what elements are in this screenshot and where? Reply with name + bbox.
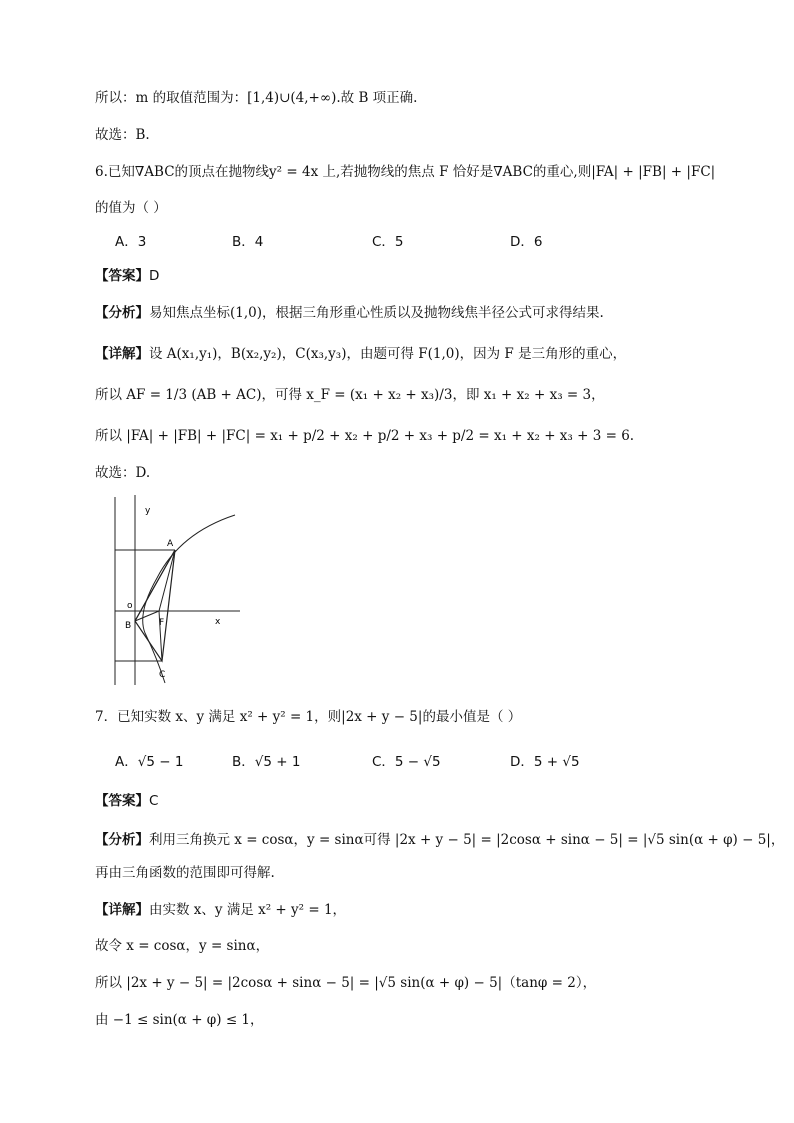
analysis-tag: 【分析】 (95, 305, 149, 321)
q7-answer-line (95, 791, 158, 811)
q7-step-range: 由 −1 ≤ sin(α + φ) ≤ 1， (95, 1012, 264, 1028)
label-y: y (145, 506, 151, 516)
answer-value: D (149, 268, 160, 284)
detail-tag: 【详解】 (95, 902, 149, 918)
q7-option-d: D．5 + √5 (510, 754, 580, 770)
segment-fb (135, 611, 159, 621)
answer-tag: 【答案】 (95, 793, 149, 809)
q7-analysis-line (95, 830, 784, 850)
q7-step-substitute: 故令 x = cosα，y = sinα， (95, 938, 270, 954)
analysis-text: 易知焦点坐标(1,0)，根据三角形重心性质以及抛物线焦半径公式可求得结果. (149, 305, 604, 321)
question-7-stem: 7．已知实数 x、y 满足 x² + y² = 1，则|2x + y − 5|的最小值是（ ） (95, 709, 522, 725)
q6-answer-line (95, 266, 159, 286)
label-a: A (167, 539, 174, 549)
q6-option-b: B．4 (232, 234, 264, 250)
q6-step-centroid: 所以 AF = 1/3 (AB + AC)，可得 x_F = (x₁ + x₂ + x₃)/3，即 x₁ + x₂ + x₃ = 3， (95, 387, 605, 403)
text-line-choose-b: 故选：B. (95, 127, 150, 143)
q7-step-rewrite: 所以 |2x + y − 5| = |2cosα + sinα − 5| = |√5 sin(α + φ) − 5|（tanφ = 2）， (95, 975, 597, 991)
question-6-stem-cont: 的值为（ ） (95, 200, 167, 216)
q6-choose-d: 故选：D. (95, 465, 151, 481)
analysis-tag: 【分析】 (95, 832, 149, 848)
q7-option-a: A．√5 − 1 (115, 754, 184, 770)
q7-option-c: C．5 − √5 (372, 754, 441, 770)
detail-text: 由实数 x、y 满足 x² + y² = 1， (149, 902, 347, 918)
q6-option-c: C．5 (372, 234, 404, 250)
analysis-text: 利用三角换元 x = cosα，y = sinα可得 |2x + y − 5| = |2cosα + sinα − 5| = |√5 sin(α + φ) − 5|， (149, 832, 785, 848)
answer-tag: 【答案】 (95, 268, 149, 284)
q6-option-a: A．3 (115, 234, 147, 250)
parabola-curve (143, 515, 235, 683)
q6-option-d: D．6 (510, 234, 543, 250)
label-x: x (215, 617, 221, 627)
question-6-stem: 6.已知∇ABC的顶点在抛物线y² = 4x 上,若抛物线的焦点 F 恰好是∇ABC的重心,则|FA| + |FB| + |FC| (95, 164, 716, 180)
label-c: C (159, 670, 166, 680)
label-f: F (159, 618, 165, 628)
text-line-range: 所以：m 的取值范围为：[1,4)∪(4,+∞).故 B 项正确. (95, 90, 418, 106)
detail-text: 设 A(x₁,y₁)，B(x₂,y₂)，C(x₃,y₃)，由题可得 F(1,0)，因为 F 是三角形的重心， (149, 346, 627, 362)
segment-ba (135, 550, 175, 621)
q7-option-b: B．√5 + 1 (232, 754, 301, 770)
triangle-abc (135, 550, 175, 661)
q7-analysis-cont: 再由三角函数的范围即可得解. (95, 865, 275, 881)
label-b: B (125, 621, 132, 631)
q6-step-sum: 所以 |FA| + |FB| + |FC| = x₁ + p/2 + x₂ + p/2 + x₃ + p/2 = x₁ + x₂ + x₃ + 3 = 6. (95, 428, 635, 444)
q7-detail-line (95, 900, 346, 920)
segment-fa (159, 550, 175, 611)
detail-tag: 【详解】 (95, 346, 149, 362)
answer-value: C (149, 793, 159, 809)
q6-analysis-line (95, 303, 604, 323)
parabola-figure (95, 493, 245, 688)
q6-detail-line (95, 344, 626, 364)
label-origin: o (127, 601, 133, 611)
